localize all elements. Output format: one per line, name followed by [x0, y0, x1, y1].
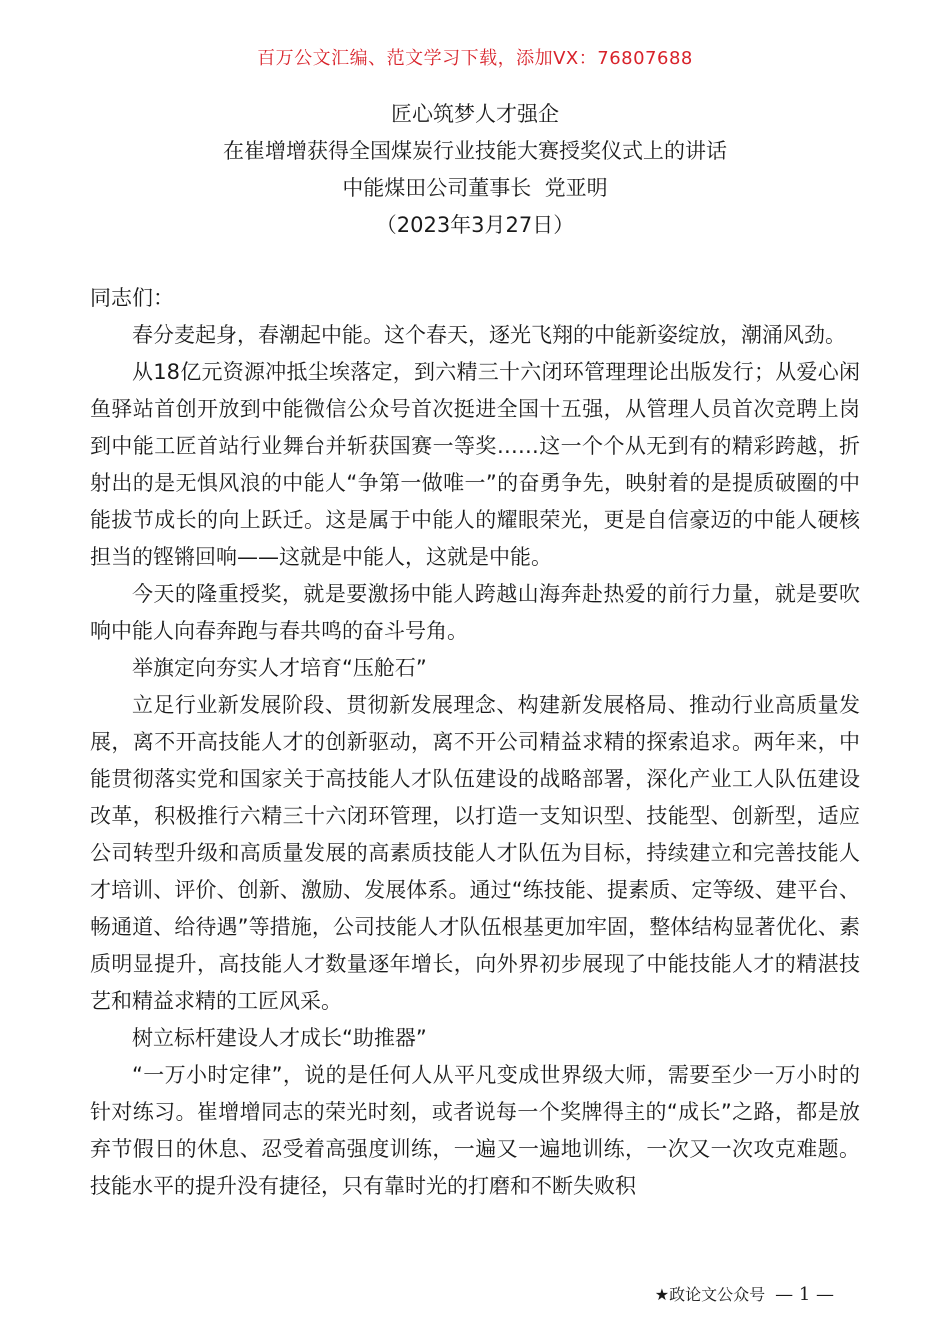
paragraph-3: 今天的隆重授奖，就是要激扬中能人跨越山海奔赴热爱的前行力量，就是要吹响中能人向春奔跑与春共鸣的奋斗号角。: [90, 582, 860, 643]
speech-date: （2023年3月27日）: [375, 213, 575, 237]
section-heading-1: 举旗定向夯实人才培育“压舱石”: [132, 656, 427, 680]
document-subtitle: 在崔增增获得全国煤炭行业技能大赛授奖仪式上的讲话: [223, 139, 727, 163]
paragraph-5: “一万小时定律”，说的是任何人从平凡变成世界级大师，需要至少一万小时的针对练习。崔增增同志的荣光时刻，或者说每一个奖牌得主的“成长”之路，都是放弃节假日的休息、忍受着高强度训练，一遍又一遍地训练，一次又一次攻克难题。技能水平的提升没有捷径，只有靠时光的打磨和不断失败积: [90, 1063, 860, 1198]
document-body: [90, 280, 860, 1205]
title-block: [0, 96, 950, 244]
salutation: 同志们：: [90, 286, 174, 310]
document-title: 匠心筑梦人才强企: [391, 102, 559, 126]
page-footer: [655, 1282, 834, 1308]
watermark-banner: 百万公文汇编、范文学习下载，添加VX：76807688: [257, 48, 693, 69]
paragraph-4: 立足行业新发展阶段、贯彻新发展理念、构建新发展格局、推动行业高质量发展，离不开高技能人才的创新驱动，离不开公司精益求精的探索追求。两年来，中能贯彻落实党和国家关于高技能人才队伍建设的战略部署，深化产业工人队伍建设改革，积极推行六精三十六闭环管理，以打造一支知识型、技能型、创新型，适应公司转型升级和高质量发展的高素质技能人才队伍为目标，持续建立和完善技能人才培训、评价、创新、激励、发展体系。通过“练技能、提素质、定等级、建平台、畅通道、给待遇”等措施，公司技能人才队伍根基更加牢固，整体结构显著优化、素质明显提升，高技能人才数量逐年增长，向外界初步展现了中能技能人才的精湛技艺和精益求精的工匠风采。: [90, 693, 860, 1013]
page-number: — 1 —: [775, 1284, 834, 1305]
speaker-line: 中能煤田公司董事长 党亚明: [342, 176, 608, 200]
paragraph-1: 春分麦起身，春潮起中能。这个春天，逐光飞翔的中能新姿绽放，潮涌风劲。: [132, 323, 846, 347]
section-heading-2: 树立标杆建设人才成长“助推器”: [132, 1026, 427, 1050]
footer-source: ★政论文公众号: [654, 1285, 766, 1304]
paragraph-2: 从18亿元资源冲抵尘埃落定，到六精三十六闭环管理理论出版发行；从爱心闲鱼驿站首创开放到中能微信公众号首次挺进全国十五强，从管理人员首次竞聘上岗到中能工匠首站行业舞台并斩获国赛一等奖……这一个个从无到有的精彩跨越，折射出的是无惧风浪的中能人“争第一做唯一”的奋勇争先，映射着的是提质破圈的中能拔节成长的向上跃迁。这是属于中能人的耀眼荣光，更是自信豪迈的中能人硬核担当的铿锵回响——这就是中能人，这就是中能。: [90, 360, 860, 569]
